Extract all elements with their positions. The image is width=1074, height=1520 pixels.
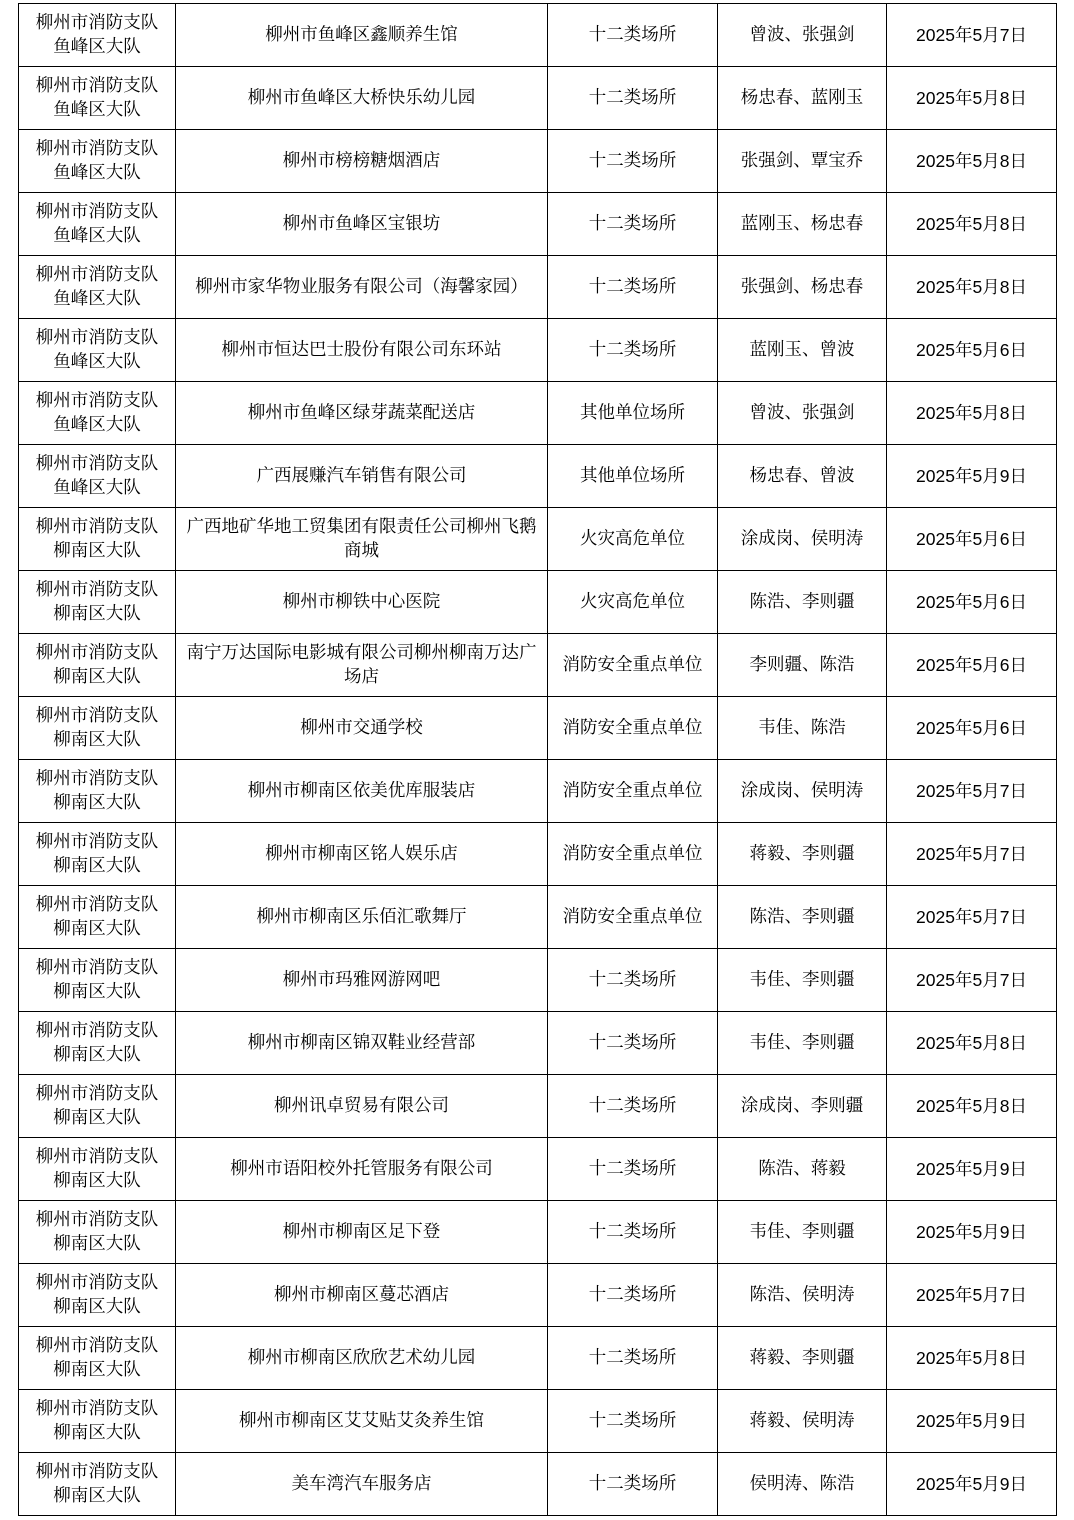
category-cell: 十二类场所 — [548, 319, 718, 382]
unit-name-cell: 柳州市柳南区足下登 — [176, 1201, 548, 1264]
inspectors-cell: 涂成岗、李则疆 — [718, 1075, 887, 1138]
table-row — [19, 4, 1057, 67]
date-cell: 2025年5月7日 — [887, 760, 1057, 823]
unit-name-cell: 柳州市柳南区锦双鞋业经营部 — [176, 1012, 548, 1075]
table-row — [19, 1327, 1057, 1390]
table-row — [19, 256, 1057, 319]
brigade-cell: 柳州市消防支队 鱼峰区大队 — [19, 130, 176, 193]
unit-name-cell: 柳州市恒达巴士股份有限公司东环站 — [176, 319, 548, 382]
brigade-cell: 柳州市消防支队 柳南区大队 — [19, 1075, 176, 1138]
inspectors-cell: 曾波、张强剑 — [718, 4, 887, 67]
brigade-cell: 柳州市消防支队 鱼峰区大队 — [19, 382, 176, 445]
date-cell: 2025年5月9日 — [887, 1390, 1057, 1453]
category-cell: 消防安全重点单位 — [548, 697, 718, 760]
category-cell: 火灾高危单位 — [548, 571, 718, 634]
brigade-cell: 柳州市消防支队 柳南区大队 — [19, 823, 176, 886]
brigade-cell: 柳州市消防支队 鱼峰区大队 — [19, 319, 176, 382]
inspectors-cell: 曾波、张强剑 — [718, 382, 887, 445]
unit-name-cell: 柳州市家华物业服务有限公司（海馨家园） — [176, 256, 548, 319]
category-cell: 其他单位场所 — [548, 445, 718, 508]
brigade-cell: 柳州市消防支队 柳南区大队 — [19, 508, 176, 571]
brigade-cell: 柳州市消防支队 柳南区大队 — [19, 760, 176, 823]
date-cell: 2025年5月6日 — [887, 508, 1057, 571]
inspectors-cell: 张强剑、覃宝乔 — [718, 130, 887, 193]
date-cell: 2025年5月8日 — [887, 1012, 1057, 1075]
category-cell: 十二类场所 — [548, 1075, 718, 1138]
date-cell: 2025年5月9日 — [887, 1453, 1057, 1516]
inspectors-cell: 蒋毅、李则疆 — [718, 1327, 887, 1390]
brigade-cell: 柳州市消防支队 柳南区大队 — [19, 1453, 176, 1516]
inspectors-cell: 陈浩、李则疆 — [718, 886, 887, 949]
date-cell: 2025年5月6日 — [887, 319, 1057, 382]
inspectors-cell: 陈浩、侯明涛 — [718, 1264, 887, 1327]
table-row — [19, 67, 1057, 130]
inspectors-cell: 韦佳、李则疆 — [718, 1012, 887, 1075]
brigade-cell: 柳州市消防支队 柳南区大队 — [19, 571, 176, 634]
inspectors-cell: 韦佳、李则疆 — [718, 949, 887, 1012]
inspectors-cell: 韦佳、陈浩 — [718, 697, 887, 760]
table-row — [19, 508, 1057, 571]
category-cell: 十二类场所 — [548, 4, 718, 67]
table-row — [19, 1138, 1057, 1201]
date-cell: 2025年5月8日 — [887, 256, 1057, 319]
brigade-cell: 柳州市消防支队 鱼峰区大队 — [19, 445, 176, 508]
unit-name-cell: 柳州市柳南区铭人娱乐店 — [176, 823, 548, 886]
category-cell: 十二类场所 — [548, 130, 718, 193]
table-row — [19, 949, 1057, 1012]
inspectors-cell: 陈浩、李则疆 — [718, 571, 887, 634]
table-row — [19, 1012, 1057, 1075]
inspection-table-page — [18, 3, 1057, 1516]
table-row — [19, 193, 1057, 256]
category-cell: 十二类场所 — [548, 256, 718, 319]
unit-name-cell: 柳州市柳铁中心医院 — [176, 571, 548, 634]
table-row — [19, 319, 1057, 382]
unit-name-cell: 广西展赚汽车销售有限公司 — [176, 445, 548, 508]
brigade-cell: 柳州市消防支队 柳南区大队 — [19, 697, 176, 760]
brigade-cell: 柳州市消防支队 鱼峰区大队 — [19, 256, 176, 319]
date-cell: 2025年5月6日 — [887, 697, 1057, 760]
inspectors-cell: 涂成岗、侯明涛 — [718, 508, 887, 571]
unit-name-cell: 柳州市柳南区艾艾贴艾灸养生馆 — [176, 1390, 548, 1453]
unit-name-cell: 柳州讯卓贸易有限公司 — [176, 1075, 548, 1138]
category-cell: 消防安全重点单位 — [548, 886, 718, 949]
category-cell: 十二类场所 — [548, 1453, 718, 1516]
date-cell: 2025年5月8日 — [887, 1075, 1057, 1138]
unit-name-cell: 柳州市榜榜糖烟酒店 — [176, 130, 548, 193]
brigade-cell: 柳州市消防支队 鱼峰区大队 — [19, 4, 176, 67]
date-cell: 2025年5月7日 — [887, 4, 1057, 67]
unit-name-cell: 美车湾汽车服务店 — [176, 1453, 548, 1516]
date-cell: 2025年5月7日 — [887, 823, 1057, 886]
table-body — [19, 4, 1057, 1516]
category-cell: 火灾高危单位 — [548, 508, 718, 571]
category-cell: 消防安全重点单位 — [548, 634, 718, 697]
table-row — [19, 634, 1057, 697]
date-cell: 2025年5月6日 — [887, 634, 1057, 697]
unit-name-cell: 柳州市柳南区乐佰汇歌舞厅 — [176, 886, 548, 949]
unit-name-cell: 柳州市柳南区依美优库服装店 — [176, 760, 548, 823]
inspection-table — [18, 3, 1057, 1516]
brigade-cell: 柳州市消防支队 柳南区大队 — [19, 1327, 176, 1390]
category-cell: 十二类场所 — [548, 949, 718, 1012]
table-row — [19, 760, 1057, 823]
category-cell: 消防安全重点单位 — [548, 823, 718, 886]
category-cell: 其他单位场所 — [548, 382, 718, 445]
unit-name-cell: 柳州市玛雅网游网吧 — [176, 949, 548, 1012]
brigade-cell: 柳州市消防支队 柳南区大队 — [19, 1390, 176, 1453]
table-row — [19, 130, 1057, 193]
table-row — [19, 1390, 1057, 1453]
date-cell: 2025年5月8日 — [887, 67, 1057, 130]
brigade-cell: 柳州市消防支队 柳南区大队 — [19, 1264, 176, 1327]
date-cell: 2025年5月7日 — [887, 1264, 1057, 1327]
brigade-cell: 柳州市消防支队 柳南区大队 — [19, 1012, 176, 1075]
unit-name-cell: 柳州市鱼峰区鑫顺养生馆 — [176, 4, 548, 67]
inspectors-cell: 李则疆、陈浩 — [718, 634, 887, 697]
category-cell: 十二类场所 — [548, 1264, 718, 1327]
category-cell: 十二类场所 — [548, 193, 718, 256]
category-cell: 十二类场所 — [548, 1138, 718, 1201]
brigade-cell: 柳州市消防支队 柳南区大队 — [19, 886, 176, 949]
unit-name-cell: 柳州市柳南区蔓芯酒店 — [176, 1264, 548, 1327]
brigade-cell: 柳州市消防支队 柳南区大队 — [19, 634, 176, 697]
inspectors-cell: 蒋毅、李则疆 — [718, 823, 887, 886]
inspectors-cell: 杨忠春、蓝刚玉 — [718, 67, 887, 130]
date-cell: 2025年5月9日 — [887, 445, 1057, 508]
inspectors-cell: 侯明涛、陈浩 — [718, 1453, 887, 1516]
inspectors-cell: 蓝刚玉、曾波 — [718, 319, 887, 382]
unit-name-cell: 柳州市鱼峰区大桥快乐幼儿园 — [176, 67, 548, 130]
table-row — [19, 697, 1057, 760]
unit-name-cell: 柳州市鱼峰区宝银坊 — [176, 193, 548, 256]
inspectors-cell: 张强剑、杨忠春 — [718, 256, 887, 319]
brigade-cell: 柳州市消防支队 柳南区大队 — [19, 1138, 176, 1201]
category-cell: 十二类场所 — [548, 1327, 718, 1390]
unit-name-cell: 柳州市交通学校 — [176, 697, 548, 760]
table-row — [19, 1453, 1057, 1516]
category-cell: 十二类场所 — [548, 1201, 718, 1264]
unit-name-cell: 广西地矿华地工贸集团有限责任公司柳州飞鹅商城 — [176, 508, 548, 571]
table-row — [19, 1264, 1057, 1327]
inspectors-cell: 陈浩、蒋毅 — [718, 1138, 887, 1201]
unit-name-cell: 柳州市柳南区欣欣艺术幼儿园 — [176, 1327, 548, 1390]
table-row — [19, 571, 1057, 634]
unit-name-cell: 柳州市语阳校外托管服务有限公司 — [176, 1138, 548, 1201]
table-row — [19, 886, 1057, 949]
inspectors-cell: 韦佳、李则疆 — [718, 1201, 887, 1264]
category-cell: 消防安全重点单位 — [548, 760, 718, 823]
table-row — [19, 445, 1057, 508]
brigade-cell: 柳州市消防支队 柳南区大队 — [19, 949, 176, 1012]
date-cell: 2025年5月8日 — [887, 193, 1057, 256]
unit-name-cell: 南宁万达国际电影城有限公司柳州柳南万达广场店 — [176, 634, 548, 697]
category-cell: 十二类场所 — [548, 1390, 718, 1453]
date-cell: 2025年5月7日 — [887, 949, 1057, 1012]
inspectors-cell: 涂成岗、侯明涛 — [718, 760, 887, 823]
date-cell: 2025年5月8日 — [887, 382, 1057, 445]
category-cell: 十二类场所 — [548, 1012, 718, 1075]
date-cell: 2025年5月9日 — [887, 1138, 1057, 1201]
date-cell: 2025年5月8日 — [887, 130, 1057, 193]
unit-name-cell: 柳州市鱼峰区绿芽蔬菜配送店 — [176, 382, 548, 445]
brigade-cell: 柳州市消防支队 鱼峰区大队 — [19, 193, 176, 256]
date-cell: 2025年5月8日 — [887, 1327, 1057, 1390]
date-cell: 2025年5月7日 — [887, 886, 1057, 949]
table-row — [19, 1201, 1057, 1264]
brigade-cell: 柳州市消防支队 鱼峰区大队 — [19, 67, 176, 130]
category-cell: 十二类场所 — [548, 67, 718, 130]
brigade-cell: 柳州市消防支队 柳南区大队 — [19, 1201, 176, 1264]
inspectors-cell: 杨忠春、曾波 — [718, 445, 887, 508]
table-row — [19, 1075, 1057, 1138]
inspectors-cell: 蓝刚玉、杨忠春 — [718, 193, 887, 256]
table-row — [19, 382, 1057, 445]
inspectors-cell: 蒋毅、侯明涛 — [718, 1390, 887, 1453]
table-row — [19, 823, 1057, 886]
date-cell: 2025年5月9日 — [887, 1201, 1057, 1264]
date-cell: 2025年5月6日 — [887, 571, 1057, 634]
